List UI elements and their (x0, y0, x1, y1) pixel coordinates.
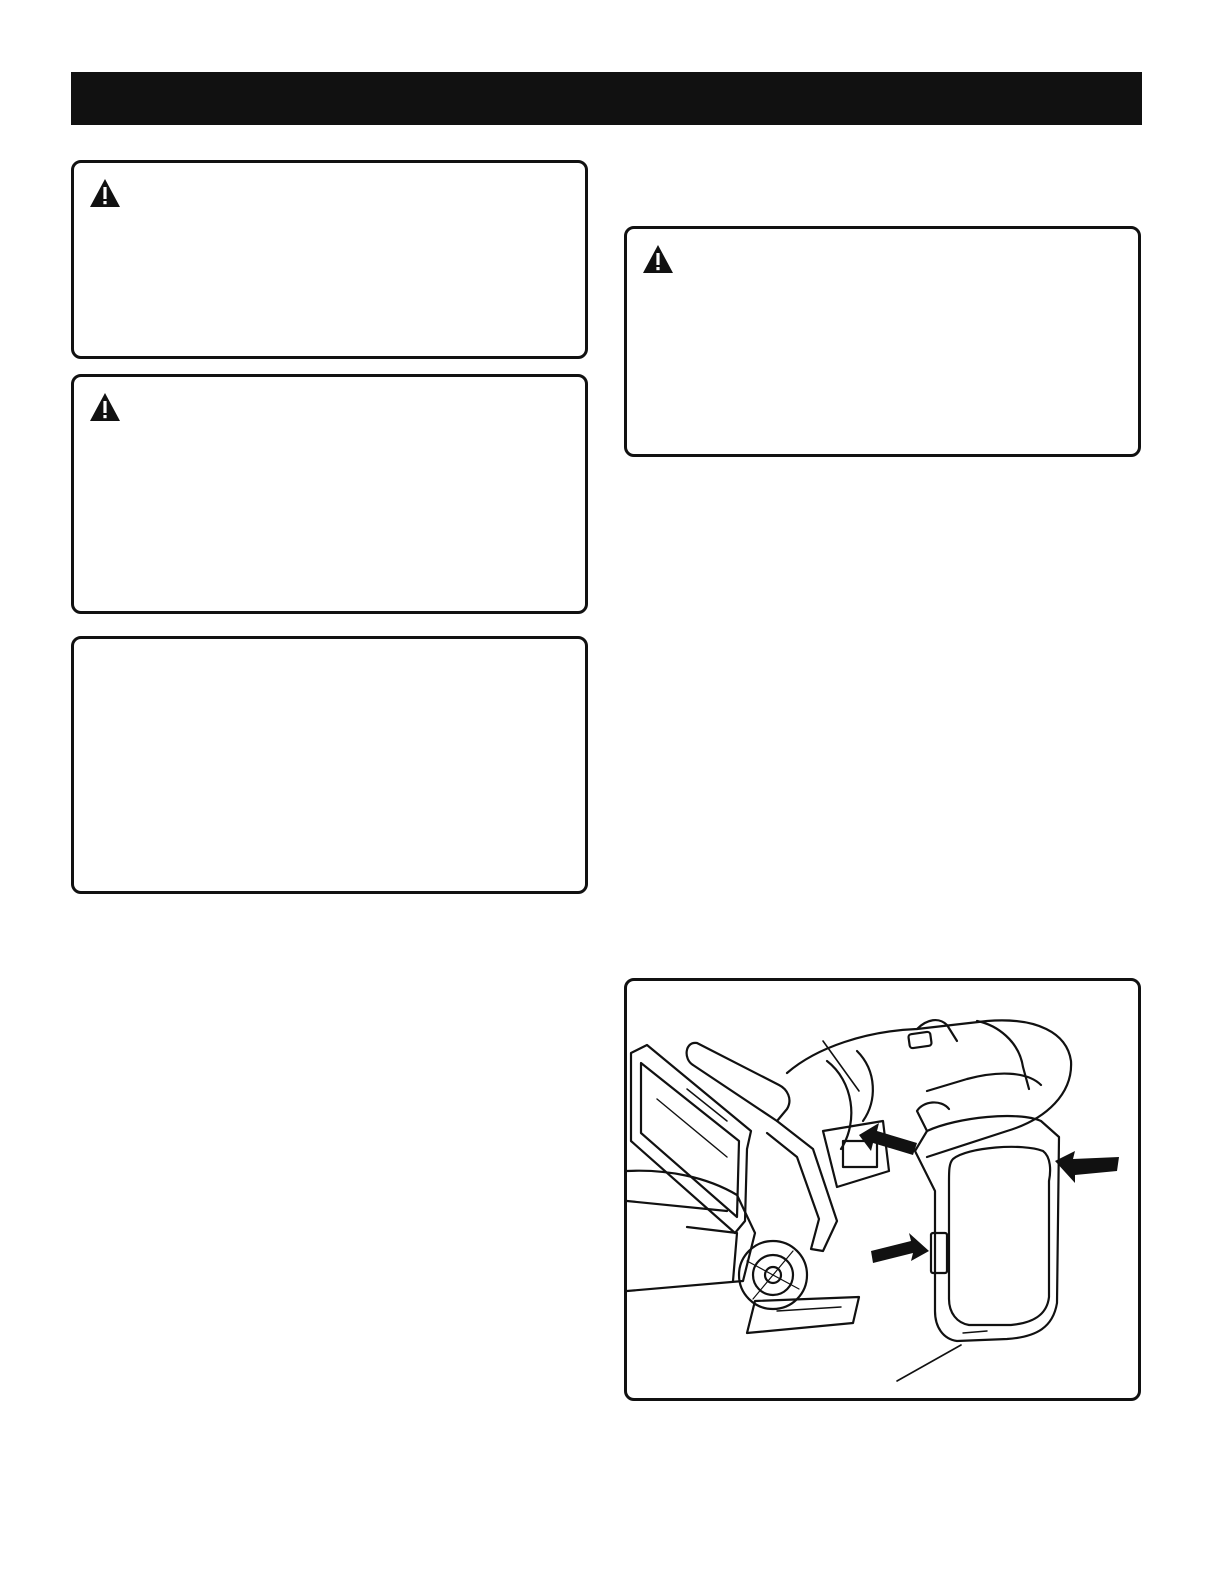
section-header-bar (71, 72, 1142, 125)
warning-box-1 (71, 160, 588, 359)
notice-box (71, 636, 588, 894)
warning-triangle-icon (88, 391, 122, 423)
warning-box-2 (71, 374, 588, 614)
warning-box-right (624, 226, 1141, 457)
chainsaw-battery-insertion-illustration (627, 981, 1138, 1398)
warning-triangle-icon (641, 243, 675, 275)
figure-box (624, 978, 1141, 1401)
warning-triangle-icon (88, 177, 122, 209)
